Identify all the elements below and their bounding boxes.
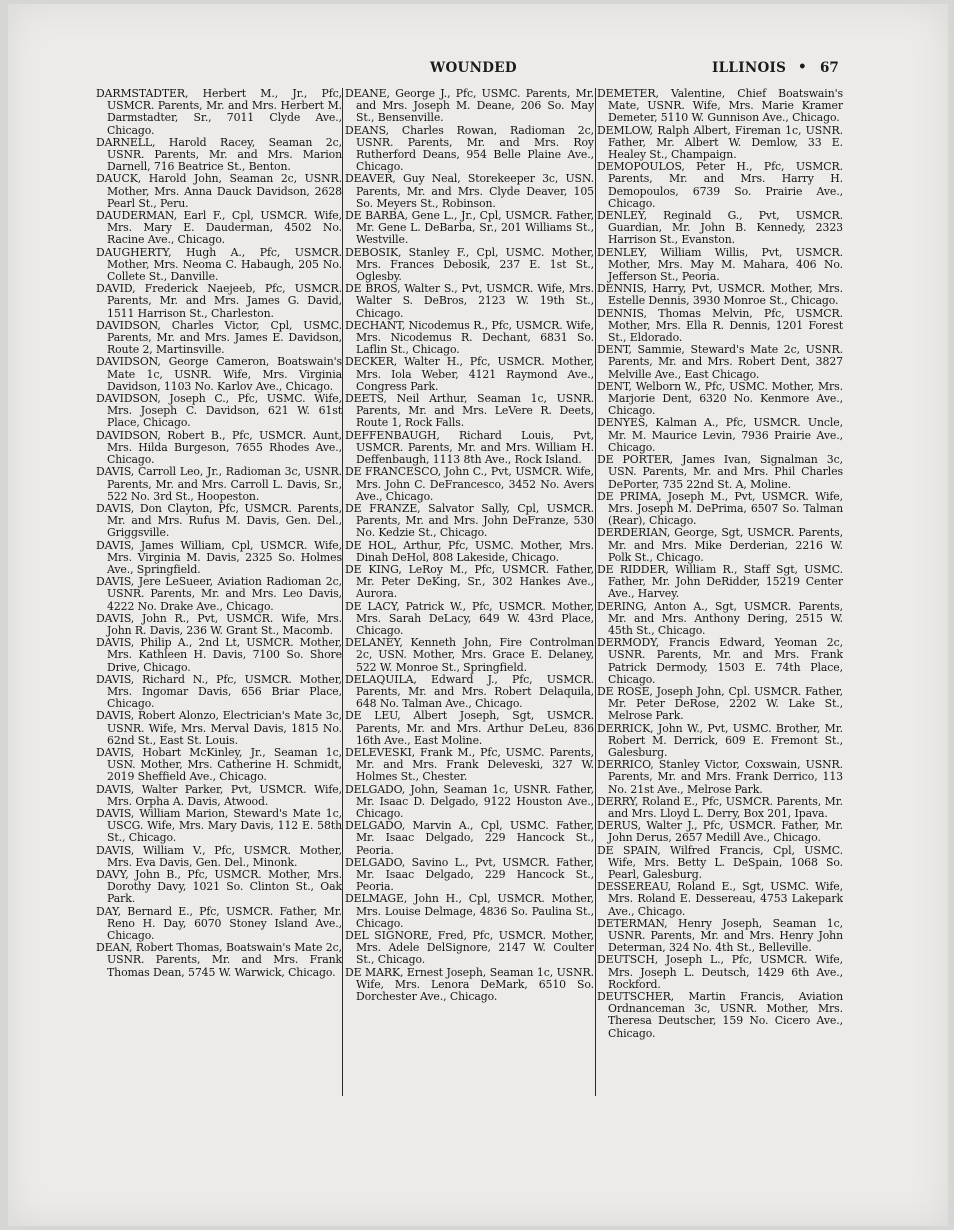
- casualty-entry: DETERMAN, Henry Joseph, Seaman 1c, USNR. Parents, Mr. and Mrs. Henry John Determan, 324 No. 4th St., Belleville.: [597, 916, 843, 955]
- casualty-entry: DAVIS, Hobart McKinley, Jr., Seaman 1c, USN. Mother, Mrs. Catherine H. Schmidt, 2019 Sheffield Ave., Chicago.: [96, 745, 342, 784]
- casualty-entry: DAVIS, Robert Alonzo, Electrician's Mate 3c, USNR. Wife, Mrs. Merval Davis, 1815 No. 62nd St., East St. Louis.: [96, 709, 342, 747]
- casualty-entry: DE LEU, Albert Joseph, Sgt, USMCR. Parents, Mr. and Mrs. Arthur DeLeu, 836 16th Ave., East Moline.: [345, 709, 594, 747]
- section-title: WOUNDED: [430, 60, 517, 76]
- casualty-entry: DAVIDSON, Charles Victor, Cpl, USMC. Parents, Mr. and Mrs. James E. Davidson, Route 2, Martinsville.: [96, 318, 342, 357]
- casualty-entry: DELMAGE, John H., Cpl, USMCR. Mother, Mrs. Louise Delmage, 4836 So. Paulina St., Chicago.: [345, 892, 594, 930]
- casualty-entry: DERRICO, Stanley Victor, Coxswain, USNR. Parents, Mr. and Mrs. Frank Derrico, 113 No. 21st Ave., Melrose Park.: [597, 758, 843, 796]
- casualty-entry: DAUCK, Harold John, Seaman 2c, USNR. Mother, Mrs. Anna Dauck Davidson, 2628 Pearl St., Peru.: [96, 172, 342, 210]
- casualty-entry: DENLEY, William Willis, Pvt, USMCR. Mother, Mrs. May M. Mahara, 406 No. Jefferson St., Peoria.: [597, 245, 843, 284]
- casualty-entry: DENLEY, Reginald G., Pvt, USMCR. Guardian, Mr. John B. Kennedy, 2323 Harrison St., Evanston.: [597, 209, 843, 247]
- casualty-entry: DEMETER, Valentine, Chief Boatswain's Mate, USNR. Wife, Mrs. Marie Kramer Demeter, 5110 W. Gunnison Ave., Chicago.: [597, 88, 843, 125]
- casualty-entry: DERRICK, John W., Pvt, USMC. Brother, Mr. Robert M. Derrick, 609 E. Fremont St., Galesburg.: [597, 721, 843, 759]
- casualty-entry: DERMODY, Francis Edward, Yeoman 2c, USNR. Parents, Mr. and Mrs. Frank Patrick Dermody, 1503 E. 74th Place, Chicago.: [597, 636, 843, 686]
- casualty-entry: DELAQUILA, Edward J., Pfc, USMCR. Parents, Mr. and Mrs. Robert Delaquila, 648 No. Talman Ave., Chicago.: [345, 672, 594, 711]
- casualty-entry: DE FRANCESCO, John C., Pvt, USMCR. Wife, Mrs. John C. DeFrancesco, 3452 No. Avers Ave., Chicago.: [345, 465, 594, 503]
- casualty-entry: DAVIS, Don Clayton, Pfc, USMCR. Parents, Mr. and Mrs. Rufus M. Davis, Gen. Del., Griggsville.: [96, 501, 342, 540]
- casualty-entry: DAUGHERTY, Hugh A., Pfc, USMCR. Mother, Mrs. Neoma C. Habaugh, 205 No. Collete St., Danville.: [96, 245, 342, 284]
- casualty-entry: DEUTSCH, Joseph L., Pfc, USMCR. Wife, Mrs. Joseph L. Deutsch, 1429 6th Ave., Rockford.: [597, 953, 843, 991]
- casualty-entry: DENT, Welborn W., Pfc, USMC. Mother, Mrs. Marjorie Dent, 6320 No. Kenmore Ave., Chicago.: [597, 379, 843, 418]
- casualty-entry: DAY, Bernard E., Pfc, USMCR. Father, Mr. Reno H. Day, 6070 Stoney Island Ave., Chicago.: [96, 904, 342, 943]
- bullet-separator: •: [798, 59, 807, 75]
- casualty-entry: DAVY, John B., Pfc, USMCR. Mother, Mrs. Dorothy Davy, 1021 So. Clinton St., Oak Park.: [96, 868, 342, 906]
- casualty-entry: DELGADO, Savino L., Pvt, USMCR. Father, Mr. Isaac Delgado, 229 Hancock St., Peoria.: [345, 855, 594, 894]
- casualty-entry: DE SPAIN, Wilfred Francis, Cpl, USMC. Wife, Mrs. Betty L. DeSpain, 1068 So. Pearl, Galesburg.: [597, 843, 843, 881]
- casualty-entry: DE LACY, Patrick W., Pfc, USMCR. Mother, Mrs. Sarah DeLacy, 649 W. 43rd Place, Chicago.: [345, 599, 594, 637]
- casualty-entry: DAVIS, Richard N., Pfc, USMCR. Mother, Mrs. Ingomar Davis, 656 Briar Place, Chicago.: [96, 672, 342, 711]
- casualty-entry: DELGADO, Marvin A., Cpl, USMC. Father, Mr. Isaac Delgado, 229 Hancock St., Peoria.: [345, 819, 594, 857]
- casualty-entry: DEMOPOULOS, Peter H., Pfc, USMCR. Parents, Mr. and Mrs. Harry H. Demopoulos, 6739 So. Prairie Ave., Chicago.: [597, 160, 843, 210]
- casualty-entry: DENYES, Kalman A., Pfc, USMCR. Uncle, Mr. M. Maurice Levin, 7936 Prairie Ave., Chicago.: [597, 416, 843, 454]
- casualty-entry: DENNIS, Harry, Pvt, USMCR. Mother, Mrs. Estelle Dennis, 3930 Monroe St., Chicago.: [597, 282, 843, 308]
- casualty-entry: DARNELL, Harold Racey, Seaman 2c, USNR. Parents, Mr. and Mrs. Marion Darnell, 716 Beatrice St., Benton.: [96, 135, 342, 174]
- casualty-entry: DARMSTADTER, Herbert M., Jr., Pfc, USMCR. Parents, Mr. and Mrs. Herbert M. Darmstadter, Sr., 7011 Clyde Ave., Chicago.: [96, 88, 342, 137]
- column-3: [597, 88, 843, 1098]
- casualty-entry: DENNIS, Thomas Melvin, Pfc, USMCR. Mother, Mrs. Ella R. Dennis, 1201 Forest St., Eldorado.: [597, 306, 843, 345]
- casualty-entry: DELGADO, John, Seaman 1c, USNR. Father, Mr. Isaac D. Delgado, 9122 Houston Ave., Chicago.: [345, 782, 594, 820]
- casualty-entry: DEFFENBAUGH, Richard Louis, Pvt, USMCR. Parents, Mr. and Mrs. William H. Deffenbaugh, 1113 8th Ave., Rock Island.: [345, 428, 594, 467]
- casualty-entry: DERDERIAN, George, Sgt, USMCR. Parents, Mr. and Mrs. Mike Derderian, 2216 W. Polk St., Chicago.: [597, 526, 843, 564]
- casualty-entry: DAVIS, Philip A., 2nd Lt, USMCR. Mother, Mrs. Kathleen H. Davis, 7100 So. Shore Drive, Chicago.: [96, 636, 342, 674]
- casualty-entry: DAUDERMAN, Earl F., Cpl, USMCR. Wife, Mrs. Mary E. Dauderman, 4502 No. Racine Ave., Chicago.: [96, 209, 342, 247]
- casualty-entry: DE BROS, Walter S., Pvt, USMCR. Wife, Mrs. Walter S. DeBros, 2123 W. 19th St., Chicago.: [345, 282, 594, 320]
- casualty-entry: DERUS, Walter J., Pfc, USMCR. Father, Mr. John Derus, 2657 Medill Ave., Chicago.: [597, 819, 843, 845]
- casualty-entry: DE PRIMA, Joseph M., Pvt, USMCR. Wife, Mrs. Joseph M. DePrima, 6507 So. Talman (Rear), Chicago.: [597, 489, 843, 528]
- casualty-entry: DEMLOW, Ralph Albert, Fireman 1c, USNR. Father, Mr. Albert W. Demlow, 33 E. Healey St., Champaign.: [597, 123, 843, 162]
- casualty-entry: DAVIDSON, Robert B., Pfc, USMCR. Aunt, Mrs. Hilda Burgeson, 7655 Rhodes Ave., Chicago.: [96, 428, 342, 467]
- casualty-entry: DE BARBA, Gene L., Jr., Cpl, USMCR. Father, Mr. Gene L. DeBarba, Sr., 201 Williams St., Westville.: [345, 209, 594, 247]
- casualty-entry: DAVIS, William Marion, Steward's Mate 1c, USCG. Wife, Mrs. Mary Davis, 112 E. 58th St., Chicago.: [96, 806, 342, 845]
- document-page: [8, 4, 948, 1226]
- casualty-entry: DAVIS, Carroll Leo, Jr., Radioman 3c, USNR. Parents, Mr. and Mrs. Carroll L. Davis, Sr., 522 No. 3rd St., Hoopeston.: [96, 465, 342, 503]
- casualty-entry: DECKER, Walter H., Pfc, USMCR. Mother, Mrs. Iola Weber, 4121 Raymond Ave., Congress Park.: [345, 355, 594, 393]
- column-2: [345, 88, 594, 1098]
- state-name: ILLINOIS: [712, 60, 787, 76]
- casualty-entry: DE HOL, Arthur, Pfc, USMC. Mother, Mrs. Dinah DeHol, 808 Lakeside, Chicago.: [345, 538, 594, 564]
- casualty-entry: DECHANT, Nicodemus R., Pfc, USMCR. Wife, Mrs. Nicodemus R. Dechant, 6831 So. Laflin St., Chicago.: [345, 318, 594, 357]
- casualty-entry: DAVIS, Walter Parker, Pvt, USMCR. Wife, Mrs. Orpha A. Davis, Atwood.: [96, 782, 342, 808]
- casualty-entry: DEAVER, Guy Neal, Storekeeper 3c, USN. Parents, Mr. and Mrs. Clyde Deaver, 105 So. Meyers St., Robinson.: [345, 172, 594, 210]
- casualty-entry: DE MARK, Ernest Joseph, Seaman 1c, USNR. Wife, Mrs. Lenora DeMark, 6510 So. Dorchester Ave., Chicago.: [345, 965, 594, 1004]
- casualty-entry: DEUTSCHER, Martin Francis, Aviation Ordnanceman 3c, USNR. Mother, Mrs. Theresa Deutscher, 159 No. Cicero Ave., Chicago.: [597, 990, 843, 1040]
- casualty-entry: DEBOSIK, Stanley F., Cpl, USMC. Mother, Mrs. Frances Debosik, 237 E. 1st St., Oglesby.: [345, 245, 594, 284]
- casualty-entry: DERING, Anton A., Sgt, USMCR. Parents, Mr. and Mrs. Anthony Dering, 2515 W. 45th St., Chicago.: [597, 599, 843, 637]
- column-divider: [595, 88, 596, 1096]
- casualty-entry: DEL SIGNORE, Fred, Pfc, USMCR. Mother, Mrs. Adele DelSignore, 2147 W. Coulter St., Chicago.: [345, 929, 594, 967]
- casualty-entry: DEAN, Robert Thomas, Boatswain's Mate 2c, USNR. Parents, Mr. and Mrs. Frank Thomas Dean, 5745 W. Warwick, Chicago.: [96, 941, 342, 979]
- casualty-entry: DE KING, LeRoy M., Pfc, USMCR. Father, Mr. Peter DeKing, Sr., 302 Hankes Ave., Aurora.: [345, 562, 594, 601]
- casualty-entry: DAVIS, John R., Pvt, USMCR. Wife, Mrs. John R. Davis, 236 W. Grant St., Macomb.: [96, 611, 342, 637]
- casualty-entry: DAVIDSON, Joseph C., Pfc, USMC. Wife, Mrs. Joseph C. Davidson, 621 W. 61st Place, Chicago.: [96, 392, 342, 430]
- casualty-entry: DELANEY, Kenneth John, Fire Controlman 2c, USN. Mother, Mrs. Grace E. Delaney, 522 W. Monroe St., Springfield.: [345, 636, 594, 674]
- page-number: 67: [820, 60, 839, 76]
- running-header: [98, 60, 848, 80]
- column-1: [96, 88, 342, 1098]
- casualty-entry: DENT, Sammie, Steward's Mate 2c, USNR. Parents, Mr. and Mrs. Robert Dent, 3827 Melville Ave., East Chicago.: [597, 343, 843, 381]
- casualty-entry: DAVIS, James William, Cpl, USMCR. Wife, Mrs. Virginia M. Davis, 2325 So. Holmes Ave., Springfield.: [96, 538, 342, 576]
- casualty-entry: DE ROSE, Joseph John, Cpl. USMCR. Father, Mr. Peter DeRose, 2202 W. Lake St., Melrose Park.: [597, 684, 843, 723]
- casualty-entry: DAVIS, Jere LeSueer, Aviation Radioman 2c, USNR. Parents, Mr. and Mrs. Leo Davis, 4222 No. Drake Ave., Chicago.: [96, 575, 342, 613]
- casualty-entry: DAVIS, William V., Pfc, USMCR. Mother, Mrs. Eva Davis, Gen. Del., Minonk.: [96, 843, 342, 869]
- casualty-entry: DELEVESKI, Frank M., Pfc, USMC. Parents, Mr. and Mrs. Frank Deleveski, 327 W. Holmes St., Chester.: [345, 745, 594, 784]
- casualty-entry: DEANE, George J., Pfc, USMC. Parents, Mr. and Mrs. Joseph M. Deane, 206 So. May St., Bensenville.: [345, 88, 594, 125]
- casualty-entry: DE RIDDER, William R., Staff Sgt, USMC. Father, Mr. John DeRidder, 15219 Center Ave., Harvey.: [597, 562, 843, 601]
- casualty-entry: DERRY, Roland E., Pfc, USMCR. Parents, Mr. and Mrs. Lloyd L. Derry, Box 201, Ipava.: [597, 794, 843, 820]
- casualty-entry: DE FRANZE, Salvator Sally, Cpl, USMCR. Parents, Mr. and Mrs. John DeFranze, 530 No. Kedzie St., Chicago.: [345, 501, 594, 540]
- casualty-entry: DEANS, Charles Rowan, Radioman 2c, USNR. Parents, Mr. and Mrs. Roy Rutherford Deans, 954 Belle Plaine Ave., Chicago.: [345, 123, 594, 174]
- column-divider: [342, 88, 343, 1096]
- casualty-entry: DAVIDSON, George Cameron, Boatswain's Mate 1c, USNR. Wife, Mrs. Virginia Davidson, 1103 No. Karlov Ave., Chicago.: [96, 355, 342, 393]
- casualty-entry: DAVID, Frederick Naejeeb, Pfc, USMCR. Parents, Mr. and Mrs. James G. David, 1511 Harrison St., Charleston.: [96, 282, 342, 320]
- casualty-entry: DEETS, Neil Arthur, Seaman 1c, USNR. Parents, Mr. and Mrs. LeVere R. Deets, Route 1, Rock Falls.: [345, 392, 594, 430]
- casualty-entry: DESSEREAU, Roland E., Sgt, USMC. Wife, Mrs. Roland E. Dessereau, 4753 Lakepark Ave., Chicago.: [597, 880, 843, 918]
- casualty-entry: DE PORTER, James Ivan, Signalman 3c, USN. Parents, Mr. and Mrs. Phil Charles DePorter, 735 22nd St. A, Moline.: [597, 453, 843, 491]
